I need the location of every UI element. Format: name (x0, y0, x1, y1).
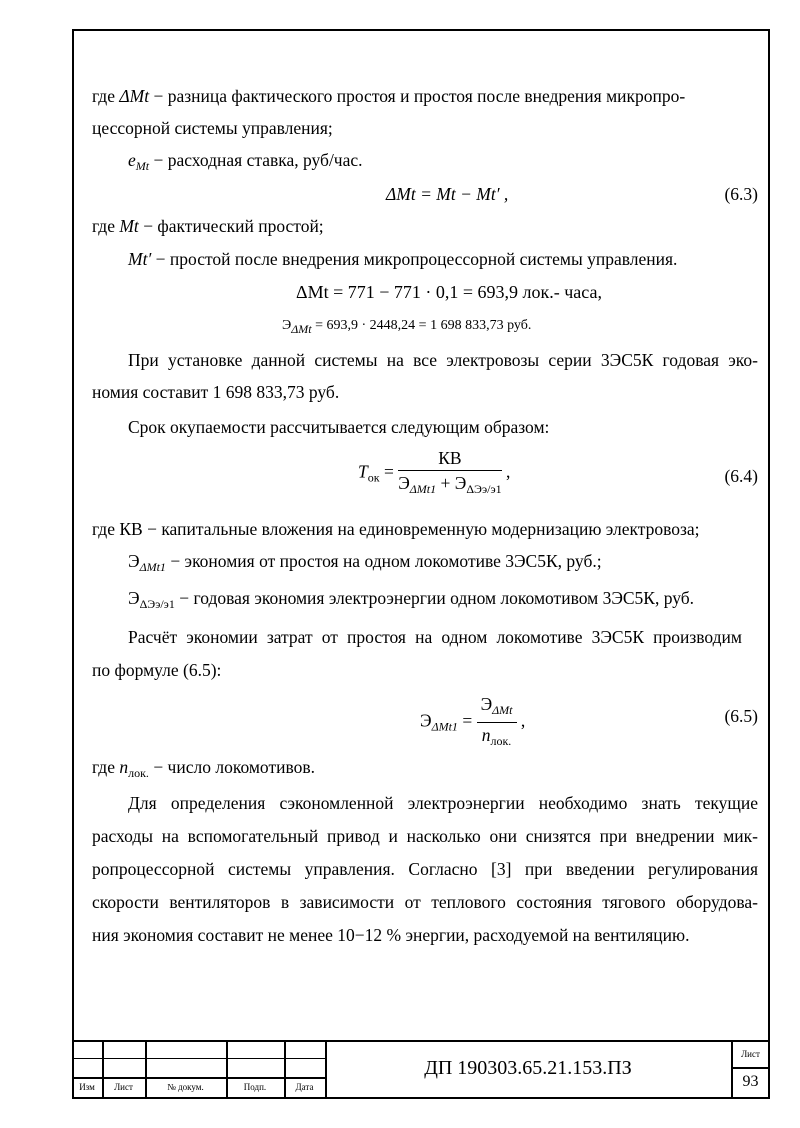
text-line: где $n_{лок.}$ − число локомотивов. (92, 757, 315, 780)
title-block (72, 1040, 770, 1097)
sheet-number: 93 (742, 1073, 759, 1090)
stamp-label-sheet: Лист (114, 1082, 133, 1092)
formula-6-5: $Э_{\Delta Mt1}$ = $\frac{Э_{\Delta Mt}}{n_{лок.}}$ , (420, 694, 526, 748)
formula-6-3: ΔMt = Mt − Mt′ , (386, 184, 509, 204)
equation-number: (6.3) (724, 184, 758, 204)
text-line: где КВ − капитальные вложения на единовременную модернизацию электровоза; (92, 519, 700, 539)
formula-delta-mt: ΔMt = 771 − 771 · 0,1 = 693,9 лок.- часа, (296, 282, 602, 302)
formula-economy: $Э_{\Delta Mt} = 693,9 \cdot 2448,24 = 1$ 698 833,73 руб. (282, 318, 532, 336)
text-line: Срок окупаемости рассчитывается следующим образом: (128, 417, 550, 437)
text-line: Расчёт экономии затрат от простоя на одном локомотиве 3ЭС5К производим (128, 627, 742, 647)
document-code: ДП 190303.65.21.153.ПЗ (424, 1057, 632, 1079)
text-line: по формуле (6.5): (92, 660, 222, 680)
text-line: расходы на вспомогательный привод и насколько они снизятся при внедрении мик- (92, 826, 758, 846)
text-line: $Э_{\Delta Ээ/э1}$ − годовая экономия электроэнергии одном локомотивом 3ЭС5К, руб. (128, 588, 695, 611)
stamp-label-change: Изм (79, 1082, 95, 1092)
text-line: Для определения сэкономленной электроэнергии необходимо знать текущие (128, 793, 758, 813)
stamp-label-doc-no: № докум. (167, 1082, 204, 1092)
formula-6-4: $T_{ок}$ = $\frac{КВ}{Э_{\Delta Mt1} + Э_{\Delta Ээ/э1}}$ , (358, 448, 511, 496)
text-line: где ΔMt − разница фактического простоя и простоя после внедрения микропро- (92, 86, 686, 106)
text-line: где Mt − фактический простой; (92, 216, 324, 236)
equation-number: (6.5) (724, 706, 758, 726)
text-line: ния экономия составит не менее 10−12 % энергии, расходуемой на вентиляцию. (92, 925, 690, 945)
text-line: $e_{Mt}$ − расходная ставка, руб/час. (128, 150, 363, 173)
text-line: $Э_{\Delta Mt1}$ − экономия от простоя на одном локомотиве 3ЭС5К, руб.; (128, 551, 602, 574)
text-line: При установке данной системы на все электровозы серии 3ЭС5К годовая эко- (128, 350, 758, 370)
text-line: скорости вентиляторов в зависимости от теплового состояния тягового оборудова- (92, 892, 758, 912)
stamp-label-signature: Подп. (243, 1082, 267, 1092)
sheet-label: Лист (741, 1049, 760, 1059)
text-line: Mt′ − простой после внедрения микропроцессорной системы управления. (128, 249, 678, 269)
text-line: номия составит 1 698 833,73 руб. (92, 382, 340, 402)
text-line: ропроцессорной системы управления. Согласно [3] при введении регулирования (92, 859, 758, 879)
equation-number: (6.4) (724, 466, 758, 486)
text-line: цессорной системы управления; (92, 118, 333, 138)
stamp-label-date: Дата (295, 1082, 314, 1092)
